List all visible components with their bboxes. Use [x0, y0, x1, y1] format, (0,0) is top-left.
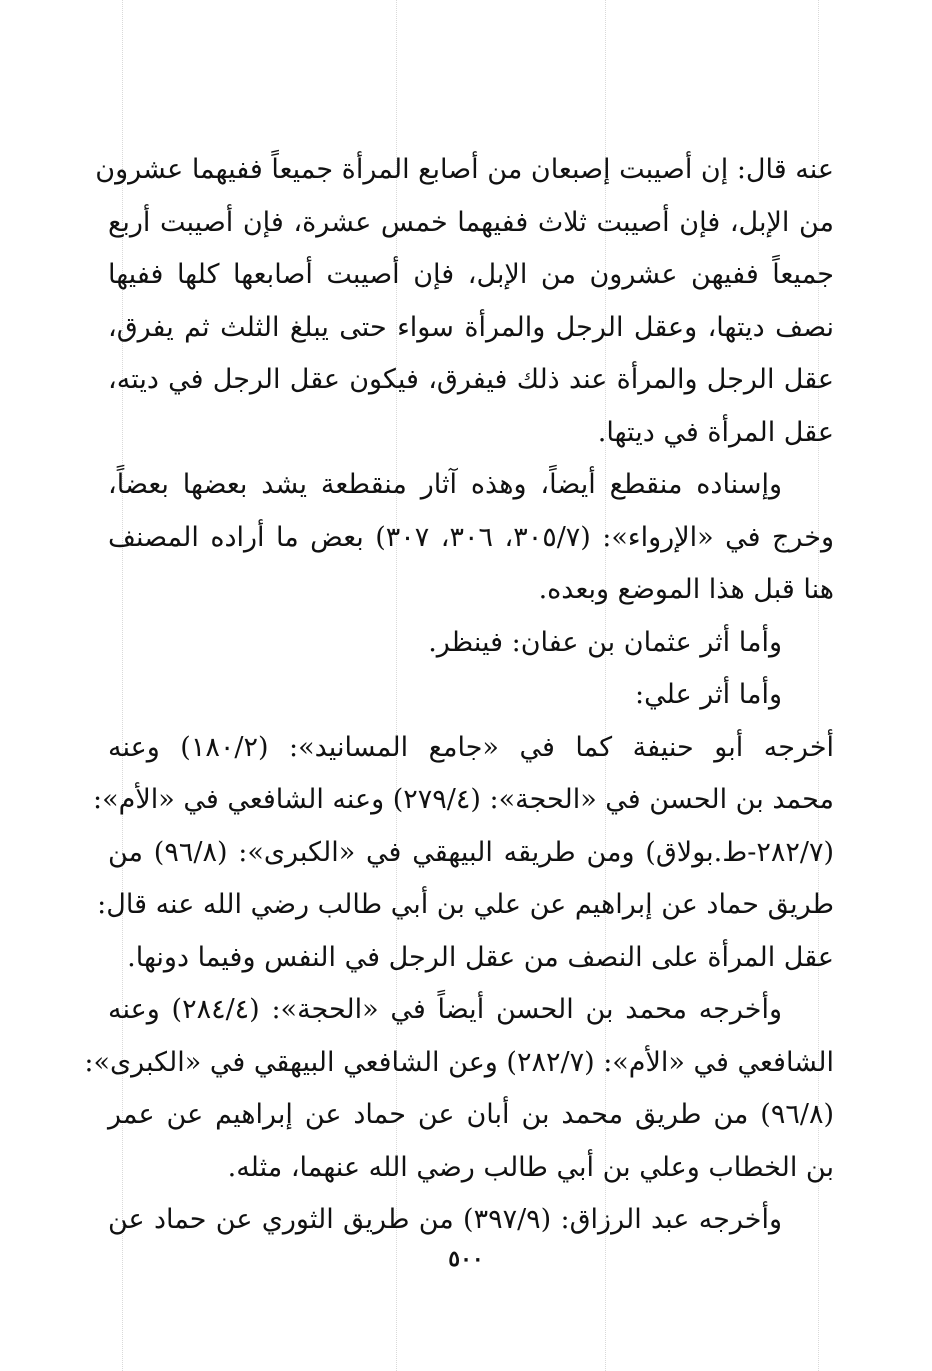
- text-line: بن الخطاب وعلي بن أبي طالب رضي الله عنهما، مثله.: [227, 1151, 834, 1183]
- text-line: الشافعي في «الأم»: (٢٨٢/٧) وعن الشافعي البيهقي في «الكبرى»:: [84, 1046, 834, 1078]
- text-line: من الإبل، فإن أصيبت ثلاث ففيهما خمس عشرة، فإن أصيبت أربع: [108, 206, 834, 238]
- page-number: ٥٠٠: [448, 1246, 484, 1272]
- text-line: وخرج في «الإرواء»: (٣٠٥/٧، ٣٠٦، ٣٠٧) بعض ما أراده المصنف: [108, 521, 835, 553]
- text-line: وأما أثر علي:: [635, 679, 782, 710]
- text-line: وإسناده منقطع أيضاً، وهذه آثار منقطعة يشد بعضها بعضاً،: [108, 469, 782, 500]
- text-line: عقل الرجل والمرأة عند ذلك فيفرق، فيكون عقل الرجل في ديته،: [108, 364, 834, 395]
- text-line: (٩٦/٨) من طريق محمد بن أبان عن حماد عن إبراهيم عن عمر: [108, 1099, 834, 1130]
- text-line: وأخرجه محمد بن الحسن أيضاً في «الحجة»: (٢٨٤/٤) وعنه: [108, 994, 782, 1025]
- text-line: (٢٨٢/٧-ط.بولاق) ومن طريقه البيهقي في «الكبرى»: (٩٦/٨) من: [108, 836, 834, 868]
- text-line: أخرجه أبو حنيفة كما في «جامع المسانيد»: (١٨٠/٢) وعنه: [108, 731, 835, 763]
- text-line: هنا قبل هذا الموضع وبعده.: [538, 574, 834, 605]
- text-line: عنه قال: إن أصيبت إصبعان من أصابع المرأة جميعاً ففيهما عشرون: [95, 154, 834, 185]
- body-text: [84, 144, 835, 1247]
- text-line: عقل المرأة في ديتها.: [597, 416, 834, 448]
- text-line: جميعاً ففيهن عشرون من الإبل، فإن أصيبت أصابعها كلها ففيها: [108, 259, 834, 290]
- text-line: عقل المرأة على النصف من عقل الرجل في النفس وفيما دونها.: [127, 941, 834, 973]
- text-line: وأخرجه عبد الرزاق: (٣٩٧/٩) من طريق الثوري عن حماد عن: [108, 1204, 782, 1235]
- text-line: وأما أثر عثمان بن عفان: فينظر.: [428, 626, 782, 658]
- text-line: محمد بن الحسن في «الحجة»: (٢٧٩/٤) وعنه الشافعي في «الأم»:: [93, 784, 834, 815]
- text-line: طريق حماد عن إبراهيم عن علي بن أبي طالب رضي الله عنه قال:: [97, 889, 834, 920]
- text-line: نصف ديتها، وعقل الرجل والمرأة سواء حتى يبلغ الثلث ثم يفرق،: [108, 311, 834, 343]
